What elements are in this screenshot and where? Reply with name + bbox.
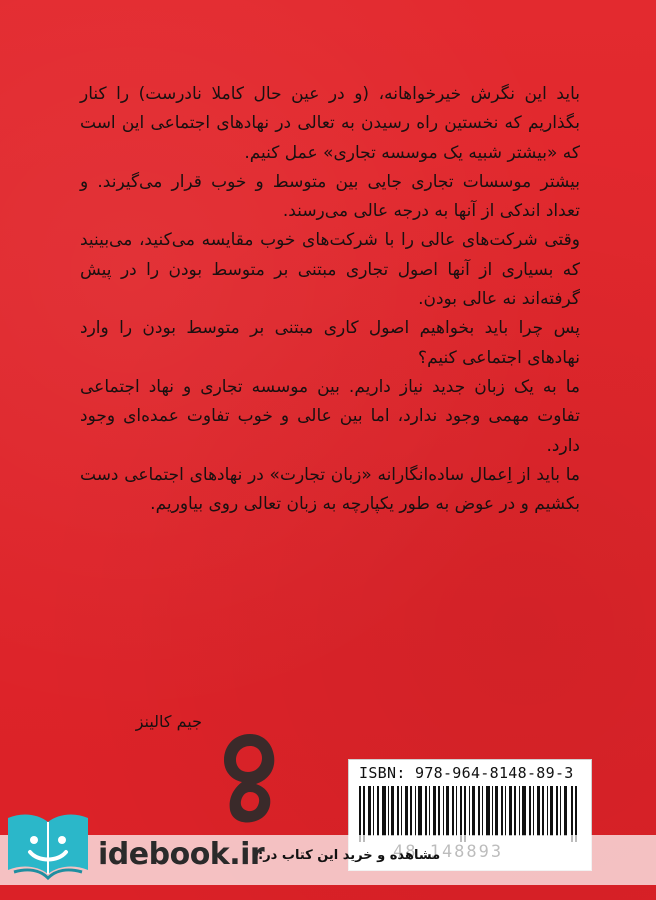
publisher-logo-icon: [212, 730, 286, 826]
brand-link[interactable]: idebook.ir: [98, 837, 265, 872]
open-book-smile-icon[interactable]: [0, 808, 96, 886]
blurb-paragraph: بیشتر موسسات تجاری جایی بین متوسط و خوب قرار می‌گیرند. و تعداد اندکی از آنها به درجه عالی می‌رسند.: [80, 171, 580, 222]
barcode: [359, 786, 581, 842]
blurb-paragraph: ما به یک زبان جدید نیاز داریم. بین موسسه تجاری و نهاد اجتماعی تفاوت مهمی وجود ندارد، اما بین عالی و خوب تفاوت عمده‌ای وجود دارد.: [80, 376, 580, 456]
isbn-label: ISBN: 978-964-8148-89-3: [359, 764, 574, 782]
blurb-paragraph: وقتی شرکت‌های عالی را با شرکت‌های خوب مقایسه می‌کنید، می‌بینید که بسیاری از آنها اصول تجاری مبتنی بر متوسط بودن را در پیش گرفته‌اند نه عالی بودن.: [80, 230, 580, 310]
author-name: جیم کالینز: [135, 712, 202, 731]
blurb-text: [80, 80, 580, 519]
banner-caption: مشاهده و خرید این کتاب در:: [258, 848, 441, 863]
blurb-paragraph: باید این نگرش خیرخواهانه، (و در عین حال کاملا نادرست) را کنار بگذاریم که نخستین راه رسیدن به تعالی در نهادهای اجتماعی این است که «بیشتر شبیه یک موسسه تجاری» عمل کنیم.: [80, 84, 580, 163]
blurb-paragraph: ما باید از اِعمال ساده‌انگارانه «زبان تجارت» در نهادهای اجتماعی دست بکشیم و در عوض به طور یکپارچه به زبان تعالی روی بیاوریم.: [80, 464, 580, 515]
blurb-paragraph: پس چرا باید بخواهیم اصول کاری مبتنی بر متوسط بودن را وارد نهادهای اجتماعی کنیم؟: [80, 318, 580, 368]
